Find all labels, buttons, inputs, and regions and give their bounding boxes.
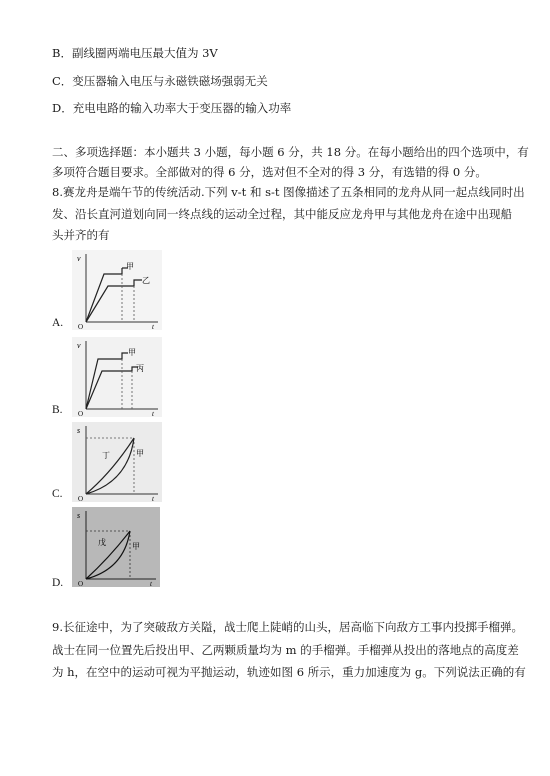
q8-option-d-graph [72,507,160,587]
b-y-axis-label: v [77,341,81,350]
option-b: B．副线圈两端电压最大值为 3V [52,46,218,60]
q8-stem-line2: 发、沿长直河道划向同一终点线的运动全过程，其中能反应龙舟甲与其他龙舟在途中出现船 [52,207,512,221]
q8-option-d-label: D. [52,577,64,589]
q8-stem-line3: 头并齐的有 [52,228,110,242]
q8-option-c-graph [72,422,162,502]
a-x-axis-label: t [152,323,154,330]
b-x-axis-label: t [152,410,154,417]
q9-stem-line2: 战士在同一位置先后投出甲、乙两颗质量均为 m 的手榴弹。手榴弹从投出的落地点的高度差 [52,643,519,657]
c-origin-label: O [78,495,84,502]
b-origin-label: O [78,410,84,417]
d-origin-label: O [78,580,84,587]
option-c: C．变压器输入电压与永磁铁磁场强弱无关 [52,74,268,88]
q8-option-a-label: A. [52,317,64,329]
b-curve1-label: 甲 [128,348,136,357]
q8-option-c-label: C. [52,488,63,500]
c-curve1-label: 甲 [136,449,144,458]
a-curve1-label: 甲 [126,262,134,271]
d-curve1-label: 甲 [132,542,140,551]
option-d: D．充电电路的输入功率大于变压器的输入功率 [52,101,292,115]
a-curve2-label: 乙 [142,276,150,285]
c-curve2-label: 丁 [102,451,110,460]
d-curve2-label: 戊 [98,538,106,547]
a-origin-label: O [78,323,84,330]
section-instructions: 多项符合题目要求。全部做对的得 6 分，选对但不全对的得 3 分，有选错的得 0 分。 [52,165,487,179]
q8-option-a-graph [72,250,162,330]
section-heading: 二、多项选择题：本小题共 3 小题，每小题 6 分，共 18 分。在每小题给出的四个选项中，有 [52,145,529,159]
q9-stem-line1: 9.长征途中，为了突破敌方关隘，战士爬上陡峭的山头，居高临下向敌方工事内投掷手榴弹。 [52,620,523,634]
a-y-axis-label: v [77,254,81,263]
b-curve2-label: 丙 [136,364,144,373]
q9-stem-line3: 为 h，在空中的运动可视为平抛运动，轨迹如图 6 所示，重力加速度为 g。下列说法正确的有 [52,665,526,679]
q8-stem-line1: 8.赛龙舟是端午节的传统活动.下列 v-t 和 s-t 图像描述了五条相同的龙舟从同一起点线同时出 [52,185,525,199]
q8-option-b-label: B. [52,404,63,416]
d-x-axis-label: t [150,580,152,587]
c-x-axis-label: t [152,495,154,502]
c-y-axis-label: s [77,426,81,435]
d-y-axis-label: s [77,511,81,520]
q8-option-b-graph [72,337,162,417]
